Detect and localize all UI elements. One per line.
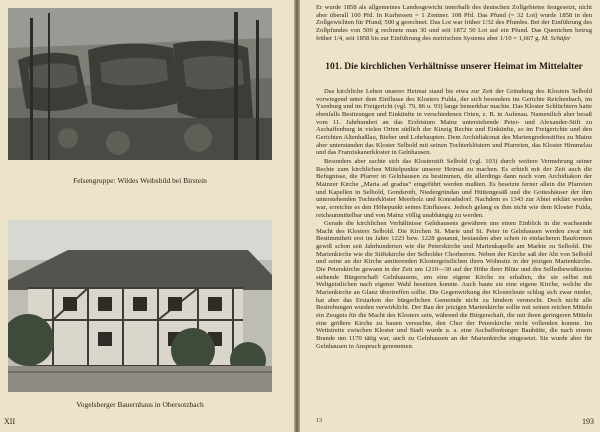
intro-text-block: [316, 4, 592, 43]
body-paragraph: Gerade die kirchlichen Verhältnisse Gelnhausens gewähren uns einen Einblick in die wachsende Macht des Klosters Selbold. Die Kirchen St. Marie und St. Peter in Gelnhausen werden zwar mit Bestimmtheit erst im Jahre 1223 bzw. 1228 genannt, bestanden aber schon in einfacheren Bauformen gewiß schon seit Jahrhunderten wie die Peterskirche und Marienkapelle am Markte zu Selbold. Die Marienkirche wie die Stiftskirche der Selbolder Chorherren. Neben der Kirche saß der Abt von Selbold und seine an der Kirche amtierenden Klostergeistlichen ihren Wohnsitz in der jetzigen Marienkirche. Die Peterskirche gewann in der Zeit um 1210—30 auf der Höhe ihrer Blüte und des Selbstbewußtseins stehende Bürgerschaft Gelnhausens, um eine eigene Kirche zu erhalten, die sie selbst mit Weltgeistlichen nach eigener Wahl besetzen konnte. Auch baute sie eine eigene Kirche, welche die Marienkirche an Glanz übertreffen sollte. Die Gegenwirkung der Klosterleute schlug sich zwar nieder, hat aber das Erstarken der bürgerlichen Gemeinde nicht zu hindern vermocht. Doch nicht alle Bestrebungen wurden verwirklicht. Der Bau der jetzigen Marienkirche sollte mit seinen reichen Mitteln ein Zeugnis für die Macht des Klosters sein, während die Bürgerschaft, die mit ihren geringeren Mitteln eine größere Kirche zu bauen versuchte, den Chor der Peterskirche nicht vollenden konnte. Im Wettstreite zwischen Kloster und Stadt wurde u. a. eine Aschaffenburger Bauhütte, die nach einem Brande um 1170 tätig war, auch zu Gelnhausen an der Marienkirche eingesetzt. Sie wurde aber für Gelnhausen in Anspruch genommen.: [316, 220, 592, 350]
body-paragraph: Das kirchliche Leben unserer Heimat stand bis etwa zur Zeit der Gründung des Klosters Selbold vorwiegend unter dem Einflusse des Klosters Fulda, der sich besonders im Gerichte Reichenbach, im Ysenburg und im Freigericht (vgl. 79, 86 u. 93) lange bemerkbar machte. Das Kloster Schlüchtern hatte ebenfalls Besitzungen und Einkünfte in verschiedenen Orten, z. B. in Aufenau. Namentlich aber besaß vom 11. Jahrhundert an das Erzbistum Mainz unterstehende Peter- und Alexander-Stift zu Aschaffenburg in vielen Orten südlich der Kinzig Rechte und Einkünfte, so im Freigerichte und den Gerichten Altenhaßlau, Bieber und Lohrhaupten. Dem Archidiakonat des Mariengredenstiftes zu Mainz aber unterstanden das Kloster Selbold mit seinen Tochterklöstern und Pfarreien, das Kloster Himmelau und das Franziskanerkloster in Gelnhausen.: [316, 88, 592, 157]
book-gutter: [294, 0, 300, 432]
rock-formation-photo: [8, 8, 272, 160]
bottom-photo-caption: Vogelsberger Bauernhaus in Obersotzbach: [76, 400, 204, 409]
intro-paragraph: Er wurde 1858 als allgemeines Landesgewicht innerhalb des deutschen Zollgebietes festgesetzt, nicht aber überall 100 Pfd. In Kurhessen = 1 Zentner. 108 Pfd. Das Pfund (= 32 Lot) wurde 1858 in den Zollgewichten für Pfund; 500 g gerechnet. Das Lot war früher 1/32 des Pfundes. Bei der Einführung des Zollpfundes von 500 g rechnete man 30 und seit 1872 50 Lot auf ein Pfund. Das Quentchen betrug früher 1/4, seit 1858 bis zur Einführung des metrischen Systems aber 1/10 = 1,667 g. M. Schäfer: [316, 4, 592, 42]
top-photo-caption: Felsengruppe: Wildes Weibsbild bei Birstein: [73, 176, 207, 185]
farmhouse-photo-svg: [8, 220, 272, 392]
left-page: [0, 0, 297, 432]
right-page: [300, 0, 600, 432]
body-paragraph: Besonders aber suchte sich das Klosterstift Selbold (vgl. 103) durch weitere Vermehrung seiner Rechte zum kirchlichen Mittelpunkte unserer Heimat zu machen. Es erhielt mit der Zeit auch die Befugnisse, die Pfarrer in Gelnhausen zu bestimmen, die allerdings dann noch vom Archidiakon der Mainzer Kirche „Maria ad gradus“ eingeführt werden mußten. Es besetzte ferner allein die Pfarreien und Kapellen in Selbold, Gondsroth, Niedergründau und Hüttengesäß und die Gotteshäuser der ihm unterstehenden Tochterklöster Meerholz und Konradsdorf. Nachdem es 1343 zur Abtei erklärt worden war, erreichte es den Höhepunkt seines Einflusses. Jedoch gelang es ihm nicht wie dem Kloster Fulda, reichsunmittelbar und von Mainz völlig unabhängig zu werden.: [316, 157, 592, 219]
section-heading: 101. Die kirchlichen Verhältnisse unserer Heimat im Mittelalter: [325, 62, 583, 72]
right-page-folio: 193: [582, 417, 594, 426]
section-body: [316, 88, 592, 351]
rock-photo-svg: [8, 8, 272, 160]
intro-signature: M. Schäfer: [541, 34, 571, 42]
left-page-folio: XII: [4, 417, 16, 426]
farmhouse-photo: [8, 220, 272, 392]
signature-mark: 13: [316, 418, 322, 424]
